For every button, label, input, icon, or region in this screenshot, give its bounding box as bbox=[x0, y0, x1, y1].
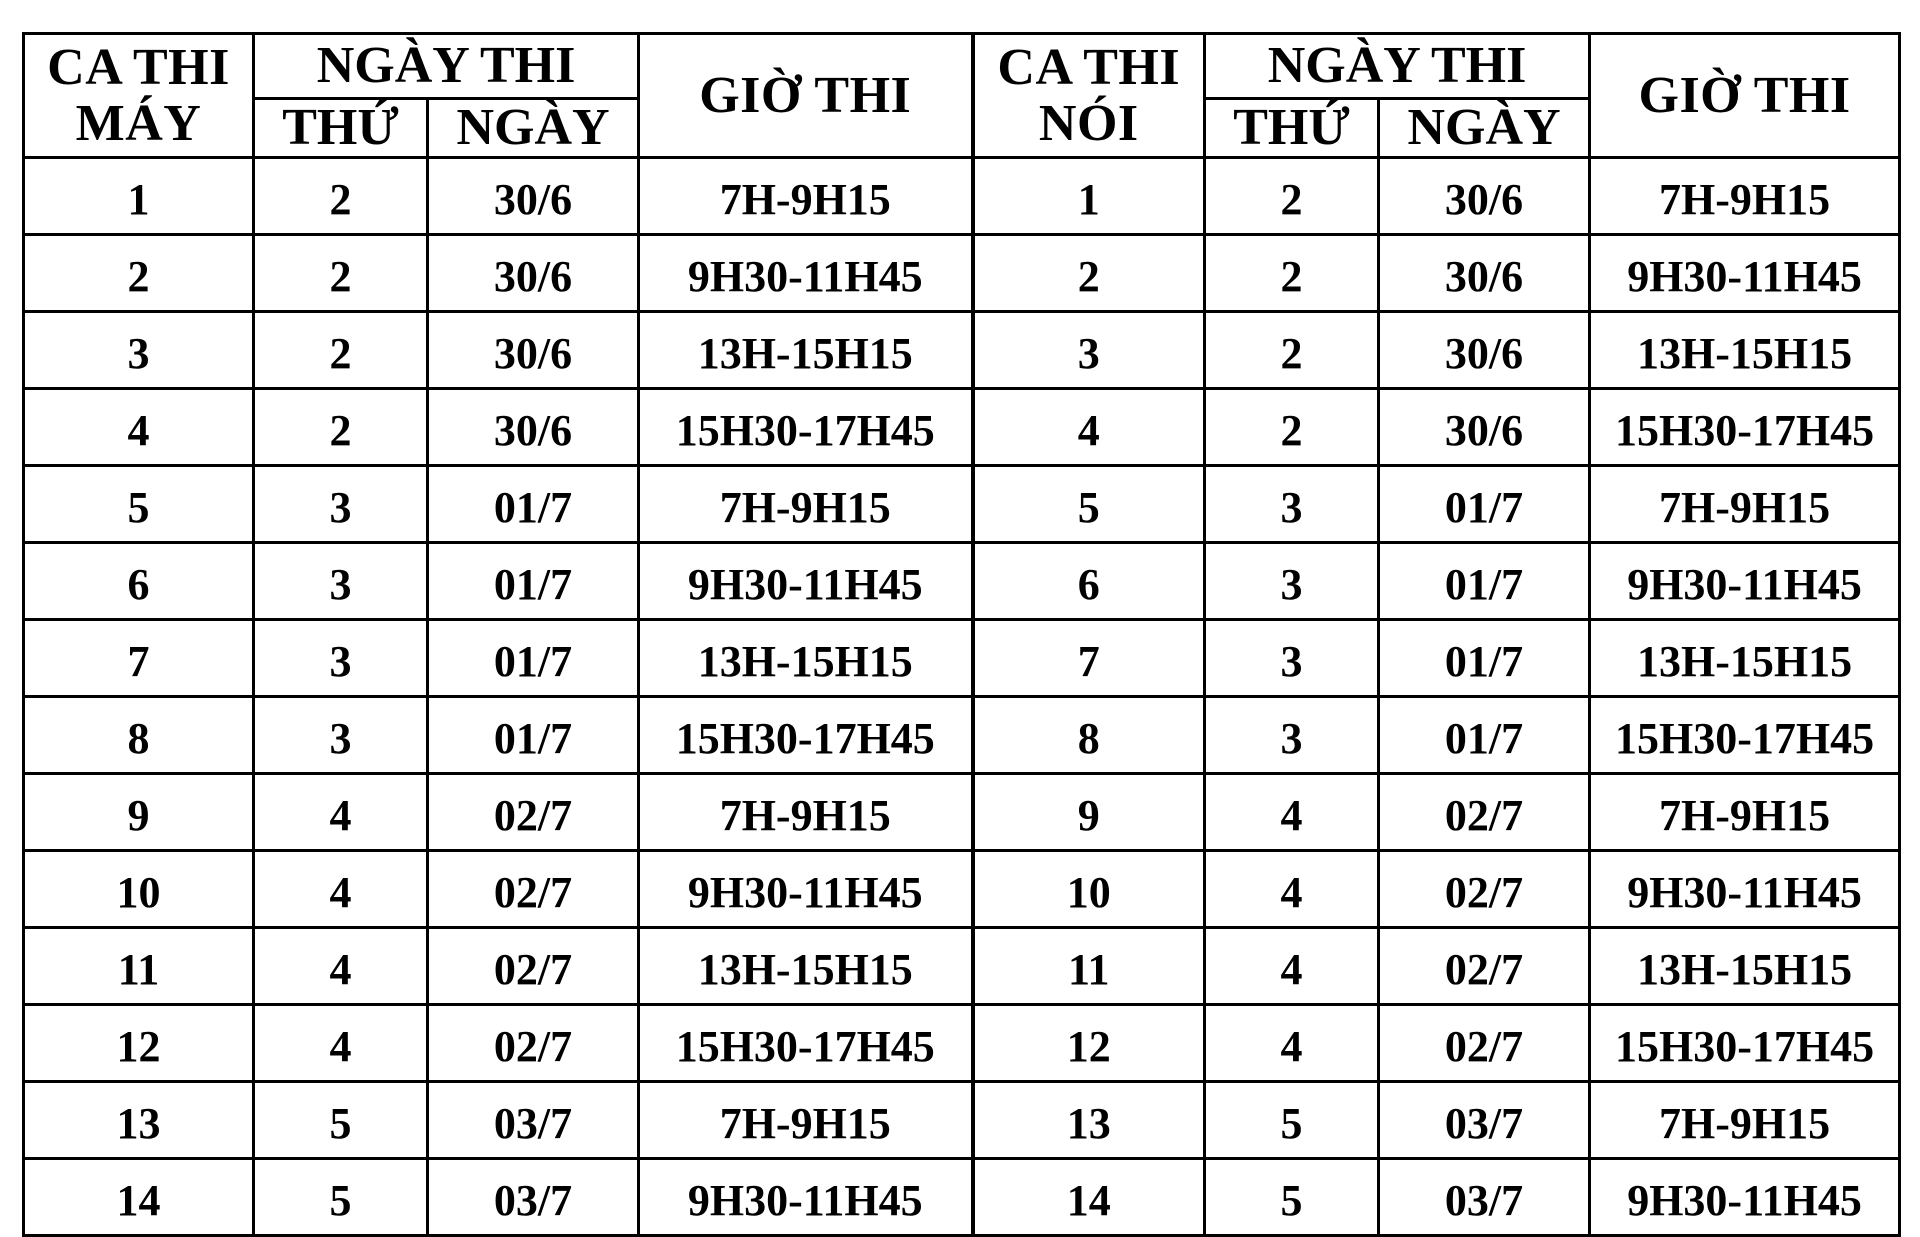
speaking-date-cell: 02/7 bbox=[1379, 774, 1590, 851]
machine-date-cell: 30/6 bbox=[428, 158, 639, 235]
table-row bbox=[24, 312, 1900, 389]
speaking-shift-cell: 10 bbox=[973, 851, 1205, 928]
machine-shift-cell: 11 bbox=[24, 928, 254, 1005]
speaking-time-cell: 15H30-17H45 bbox=[1590, 1005, 1900, 1082]
header-machine-exam-date: NGÀY THI bbox=[254, 34, 639, 99]
machine-time-cell: 15H30-17H45 bbox=[639, 389, 973, 466]
table-row bbox=[24, 851, 1900, 928]
machine-weekday-cell: 4 bbox=[254, 851, 428, 928]
speaking-shift-cell: 2 bbox=[973, 235, 1205, 312]
machine-weekday-cell: 2 bbox=[254, 158, 428, 235]
speaking-time-cell: 9H30-11H45 bbox=[1590, 1159, 1900, 1236]
machine-time-cell: 13H-15H15 bbox=[639, 312, 973, 389]
machine-shift-cell: 12 bbox=[24, 1005, 254, 1082]
machine-weekday-cell: 4 bbox=[254, 774, 428, 851]
machine-weekday-cell: 3 bbox=[254, 697, 428, 774]
header-machine-shift-line2: MÁY bbox=[75, 94, 202, 152]
machine-shift-cell: 7 bbox=[24, 620, 254, 697]
header-machine-shift-line1: CA THI bbox=[47, 38, 230, 96]
speaking-weekday-cell: 4 bbox=[1205, 851, 1379, 928]
speaking-time-cell: 9H30-11H45 bbox=[1590, 851, 1900, 928]
machine-weekday-cell: 5 bbox=[254, 1159, 428, 1236]
machine-time-cell: 9H30-11H45 bbox=[639, 235, 973, 312]
table-body bbox=[24, 158, 1900, 1236]
speaking-time-cell: 7H-9H15 bbox=[1590, 774, 1900, 851]
table-row bbox=[24, 928, 1900, 1005]
speaking-date-cell: 01/7 bbox=[1379, 466, 1590, 543]
speaking-date-cell: 02/7 bbox=[1379, 928, 1590, 1005]
machine-shift-cell: 9 bbox=[24, 774, 254, 851]
table-row bbox=[24, 620, 1900, 697]
machine-date-cell: 01/7 bbox=[428, 620, 639, 697]
speaking-time-cell: 9H30-11H45 bbox=[1590, 235, 1900, 312]
speaking-date-cell: 30/6 bbox=[1379, 389, 1590, 466]
machine-date-cell: 02/7 bbox=[428, 774, 639, 851]
machine-shift-cell: 8 bbox=[24, 697, 254, 774]
speaking-time-cell: 7H-9H15 bbox=[1590, 1082, 1900, 1159]
speaking-shift-cell: 6 bbox=[973, 543, 1205, 620]
machine-time-cell: 7H-9H15 bbox=[639, 466, 973, 543]
machine-weekday-cell: 4 bbox=[254, 1005, 428, 1082]
machine-date-cell: 02/7 bbox=[428, 928, 639, 1005]
header-speaking-date: NGÀY bbox=[1379, 99, 1590, 158]
machine-date-cell: 01/7 bbox=[428, 466, 639, 543]
speaking-time-cell: 15H30-17H45 bbox=[1590, 389, 1900, 466]
machine-shift-cell: 3 bbox=[24, 312, 254, 389]
header-speaking-shift-line1: CA THI bbox=[997, 38, 1181, 96]
machine-date-cell: 30/6 bbox=[428, 235, 639, 312]
machine-weekday-cell: 2 bbox=[254, 389, 428, 466]
speaking-date-cell: 03/7 bbox=[1379, 1159, 1590, 1236]
machine-date-cell: 01/7 bbox=[428, 543, 639, 620]
header-machine-date: NGÀY bbox=[428, 99, 639, 158]
table-row bbox=[24, 1082, 1900, 1159]
speaking-time-cell: 7H-9H15 bbox=[1590, 466, 1900, 543]
table-row bbox=[24, 158, 1900, 235]
table-row bbox=[24, 389, 1900, 466]
speaking-time-cell: 13H-15H15 bbox=[1590, 312, 1900, 389]
header-speaking-exam-date: NGÀY THI bbox=[1205, 34, 1590, 99]
machine-date-cell: 03/7 bbox=[428, 1082, 639, 1159]
header-speaking-weekday: THỨ bbox=[1205, 99, 1379, 158]
speaking-shift-cell: 11 bbox=[973, 928, 1205, 1005]
speaking-shift-cell: 9 bbox=[973, 774, 1205, 851]
header-machine-exam-time: GIỜ THI bbox=[639, 34, 973, 158]
speaking-date-cell: 30/6 bbox=[1379, 312, 1590, 389]
speaking-weekday-cell: 3 bbox=[1205, 697, 1379, 774]
speaking-weekday-cell: 5 bbox=[1205, 1082, 1379, 1159]
machine-date-cell: 02/7 bbox=[428, 1005, 639, 1082]
speaking-weekday-cell: 2 bbox=[1205, 235, 1379, 312]
table-row bbox=[24, 466, 1900, 543]
speaking-weekday-cell: 2 bbox=[1205, 389, 1379, 466]
speaking-weekday-cell: 5 bbox=[1205, 1159, 1379, 1236]
machine-time-cell: 15H30-17H45 bbox=[639, 697, 973, 774]
machine-weekday-cell: 5 bbox=[254, 1082, 428, 1159]
machine-time-cell: 7H-9H15 bbox=[639, 1082, 973, 1159]
header-machine-shift bbox=[24, 34, 254, 158]
table-row bbox=[24, 774, 1900, 851]
speaking-weekday-cell: 4 bbox=[1205, 1005, 1379, 1082]
machine-date-cell: 03/7 bbox=[428, 1159, 639, 1236]
machine-shift-cell: 4 bbox=[24, 389, 254, 466]
machine-date-cell: 01/7 bbox=[428, 697, 639, 774]
header-speaking-shift-line2: NÓI bbox=[1038, 94, 1139, 152]
speaking-date-cell: 02/7 bbox=[1379, 1005, 1590, 1082]
machine-shift-cell: 2 bbox=[24, 235, 254, 312]
speaking-weekday-cell: 3 bbox=[1205, 620, 1379, 697]
speaking-weekday-cell: 3 bbox=[1205, 466, 1379, 543]
speaking-time-cell: 13H-15H15 bbox=[1590, 620, 1900, 697]
speaking-shift-cell: 4 bbox=[973, 389, 1205, 466]
header-speaking-shift bbox=[973, 34, 1205, 158]
speaking-date-cell: 03/7 bbox=[1379, 1082, 1590, 1159]
exam-schedule-sheet bbox=[22, 32, 1898, 1237]
machine-weekday-cell: 3 bbox=[254, 620, 428, 697]
table-row bbox=[24, 1005, 1900, 1082]
speaking-shift-cell: 7 bbox=[973, 620, 1205, 697]
speaking-weekday-cell: 4 bbox=[1205, 774, 1379, 851]
machine-shift-cell: 10 bbox=[24, 851, 254, 928]
speaking-weekday-cell: 2 bbox=[1205, 158, 1379, 235]
machine-weekday-cell: 3 bbox=[254, 543, 428, 620]
speaking-weekday-cell: 4 bbox=[1205, 928, 1379, 1005]
machine-time-cell: 9H30-11H45 bbox=[639, 1159, 973, 1236]
table-row bbox=[24, 1159, 1900, 1236]
speaking-time-cell: 15H30-17H45 bbox=[1590, 697, 1900, 774]
speaking-date-cell: 30/6 bbox=[1379, 235, 1590, 312]
speaking-time-cell: 13H-15H15 bbox=[1590, 928, 1900, 1005]
speaking-time-cell: 9H30-11H45 bbox=[1590, 543, 1900, 620]
table-row bbox=[24, 697, 1900, 774]
machine-date-cell: 02/7 bbox=[428, 851, 639, 928]
header-row-top bbox=[24, 34, 1900, 99]
machine-time-cell: 13H-15H15 bbox=[639, 928, 973, 1005]
exam-schedule-table bbox=[22, 32, 1901, 1237]
speaking-weekday-cell: 3 bbox=[1205, 543, 1379, 620]
machine-shift-cell: 13 bbox=[24, 1082, 254, 1159]
speaking-shift-cell: 12 bbox=[973, 1005, 1205, 1082]
speaking-date-cell: 01/7 bbox=[1379, 543, 1590, 620]
machine-shift-cell: 6 bbox=[24, 543, 254, 620]
machine-weekday-cell: 3 bbox=[254, 466, 428, 543]
speaking-date-cell: 02/7 bbox=[1379, 851, 1590, 928]
speaking-date-cell: 01/7 bbox=[1379, 697, 1590, 774]
machine-time-cell: 15H30-17H45 bbox=[639, 1005, 973, 1082]
speaking-shift-cell: 3 bbox=[973, 312, 1205, 389]
machine-weekday-cell: 2 bbox=[254, 312, 428, 389]
speaking-time-cell: 7H-9H15 bbox=[1590, 158, 1900, 235]
machine-shift-cell: 5 bbox=[24, 466, 254, 543]
machine-time-cell: 7H-9H15 bbox=[639, 158, 973, 235]
machine-date-cell: 30/6 bbox=[428, 389, 639, 466]
speaking-shift-cell: 8 bbox=[973, 697, 1205, 774]
machine-time-cell: 13H-15H15 bbox=[639, 620, 973, 697]
header-machine-weekday: THỨ bbox=[254, 99, 428, 158]
speaking-shift-cell: 13 bbox=[973, 1082, 1205, 1159]
speaking-shift-cell: 14 bbox=[973, 1159, 1205, 1236]
speaking-shift-cell: 1 bbox=[973, 158, 1205, 235]
machine-weekday-cell: 2 bbox=[254, 235, 428, 312]
machine-date-cell: 30/6 bbox=[428, 312, 639, 389]
machine-time-cell: 9H30-11H45 bbox=[639, 851, 973, 928]
machine-weekday-cell: 4 bbox=[254, 928, 428, 1005]
speaking-date-cell: 30/6 bbox=[1379, 158, 1590, 235]
table-row bbox=[24, 543, 1900, 620]
speaking-date-cell: 01/7 bbox=[1379, 620, 1590, 697]
table-row bbox=[24, 235, 1900, 312]
speaking-weekday-cell: 2 bbox=[1205, 312, 1379, 389]
machine-shift-cell: 14 bbox=[24, 1159, 254, 1236]
table-header bbox=[24, 34, 1900, 158]
machine-time-cell: 9H30-11H45 bbox=[639, 543, 973, 620]
machine-time-cell: 7H-9H15 bbox=[639, 774, 973, 851]
machine-shift-cell: 1 bbox=[24, 158, 254, 235]
speaking-shift-cell: 5 bbox=[973, 466, 1205, 543]
header-speaking-exam-time: GIỜ THI bbox=[1590, 34, 1900, 158]
